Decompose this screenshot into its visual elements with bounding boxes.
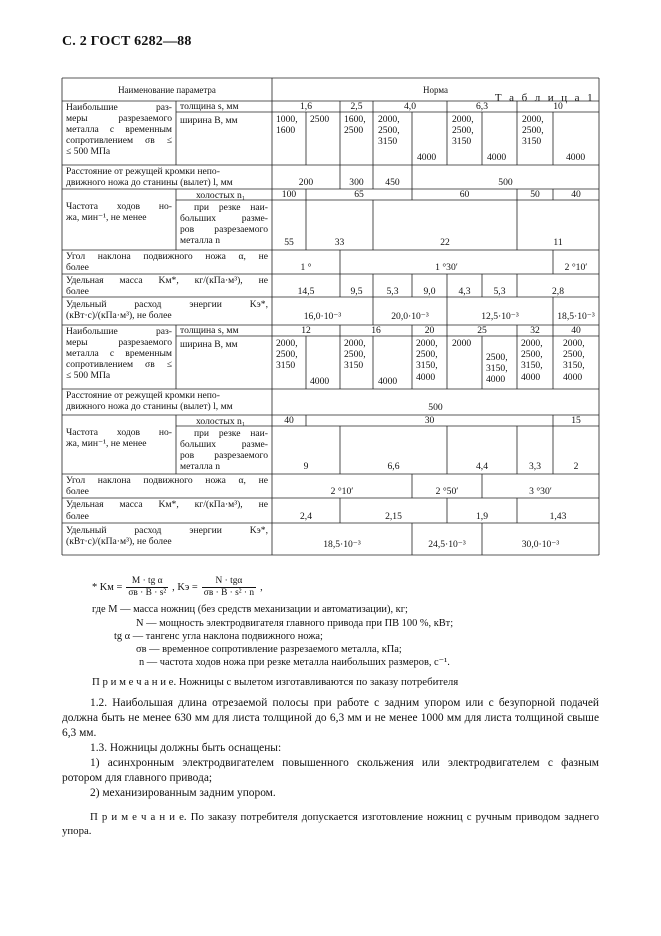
s2-angle-label-line: более (66, 486, 89, 497)
s1-idle-value: 50 (530, 189, 540, 200)
s2-cut-label-line: ров разрезаемого (180, 450, 268, 461)
s1-width-label: ширина B, мм (180, 115, 238, 126)
footnote-def: tg α — тангенс угла наклона подвижного ножа; (114, 631, 323, 642)
s2-mass-value: 2,4 (300, 511, 312, 522)
s1-angle-label-line: Угол наклона подвижного ножа α, не (66, 251, 268, 262)
s2-overhang-label-line: движного ножа до станины (вылет) l, мм (66, 401, 233, 412)
s1-width-value: 4000 (417, 152, 437, 163)
s2-idle-value: 30 (424, 415, 435, 426)
s2-idle-value: 15 (571, 415, 581, 426)
km-fraction: $\frac{\text{M · tg α}}{\text{σв · B · s²}}$ (128, 576, 167, 598)
s1-mass-value: 14,5 (297, 286, 315, 297)
s2-sizes-label-line: металла с временным (66, 348, 172, 359)
footnote-formula: * Kм = $\frac{\text{M · tg α}}{\text{σв · B · s²}}$ , Kэ = $\frac{\text{N · tgα}}{\text{σв · B · s² · n}}$ , (92, 576, 263, 598)
s1-idle-label: холостых n₁ (196, 190, 246, 201)
s1-width-value: 2000, 2500, 3150 (378, 114, 400, 148)
s1-overhang-label-line: движного ножа до станины (вылет) l, мм (66, 177, 233, 188)
s2-width-value: 2000 (452, 338, 472, 349)
s1-energy-value: 16,0·10⁻³ (303, 311, 342, 322)
note-1: П р и м е ч а н и е. Ножницы с вылетом изготавливаются по заказу потребителя (92, 676, 459, 688)
s1-idle-value: 40 (571, 189, 581, 200)
s2-thickness-value: 32 (530, 325, 540, 336)
s2-thickness-value: 40 (571, 325, 581, 336)
s1-thickness-value: 6,3 (476, 101, 488, 112)
s2-width-label: ширина B, мм (180, 339, 238, 350)
s2-width-value: 4000 (378, 376, 398, 387)
s2-thickness-value: 16 (371, 325, 381, 336)
footnote-def: σв — временное сопротивление разрезаемого металла, кПа; (136, 644, 402, 655)
s2-mass-label-line: Удельная масса Kм*, кг/(кПа·м³), не (66, 499, 268, 510)
s1-sizes-label-line: металла с временным (66, 124, 172, 135)
footnote-def: N — мощность электродвигателя главного привода при ПВ 100 %, кВт; (136, 618, 454, 629)
km-symbol: * Kм = (92, 582, 123, 593)
s2-idle-value: 40 (284, 415, 294, 426)
s1-thickness-value: 2,5 (350, 101, 363, 112)
s2-cut-label-line: при резке наи- (194, 428, 268, 439)
s1-angle-value: 2 °10′ (564, 262, 588, 273)
ke-symbol: , Kэ = (172, 582, 198, 593)
s1-mass-label-line: Удельная масса Kм*, кг/(кПа·м³), не (66, 275, 268, 286)
s2-mass-label-line: более (66, 511, 89, 522)
s2-cut-value: 3,3 (529, 461, 541, 472)
s2-mass-value: 2,15 (385, 511, 402, 522)
paragraph-1-3-item-1: 1) асинхронным электродвигателем повышенного скольжения или электродвигателем с фазным ротором для главного привода; (62, 757, 599, 784)
s2-freq-label-line: Частота ходов но- (66, 427, 172, 438)
s2-thickness-value: 20 (424, 325, 435, 336)
paragraph-1-3-item-2: 2) механизированным задним упором. (90, 787, 276, 799)
s2-width-value: 2000, 2500, 3150 (344, 338, 366, 372)
s2-cut-label-line: больших разме- (180, 439, 268, 450)
s1-mass-label-line: более (66, 286, 89, 297)
s2-mass-value: 1,43 (549, 511, 567, 522)
s1-mass-value: 9,5 (350, 286, 363, 297)
s2-thickness-value: 25 (477, 325, 487, 336)
ke-fraction: $\frac{\text{N · tgα}}{\text{σв · B · s² · n}}$ (203, 576, 255, 598)
s1-cut-label-line: ров разрезаемого (180, 224, 268, 235)
s1-overhang-value: 500 (498, 177, 513, 188)
s1-overhang-value: 300 (349, 177, 364, 188)
s2-energy-value: 30,0·10⁻³ (521, 539, 560, 550)
s1-cut-value: 22 (440, 237, 450, 248)
header-param: Наименование параметра (118, 85, 216, 95)
s1-width-value: 4000 (487, 152, 507, 163)
s1-thickness-value: 1,6 (300, 101, 312, 112)
s2-thickness-value: 12 (301, 325, 311, 336)
s1-thickness-label: толщина s, мм (180, 101, 239, 112)
s1-mass-value: 5,3 (386, 286, 399, 297)
s1-cut-label-line: при резке наи- (194, 202, 268, 213)
s1-energy-label-line: (кВт·с)/(кПа·м³), не более (66, 310, 172, 321)
s1-width-value: 1000, 1600 (276, 114, 298, 137)
table-title: Т а б л и ц а 1 (494, 92, 595, 104)
s1-mass-value: 9,0 (423, 286, 436, 297)
s1-angle-label-line: более (66, 262, 89, 273)
s2-thickness-label: толщина s, мм (180, 325, 239, 336)
s2-width-value: 2000, 2500, 3150, 4000 (521, 338, 543, 383)
s2-cut-value: 2 (573, 461, 579, 472)
s1-mass-value: 5,3 (493, 286, 506, 297)
footnote-def: где M — масса ножниц (без средств механизации и автоматизации), кг; (92, 604, 408, 615)
s2-angle-value: 3 °30′ (529, 486, 552, 497)
s2-width-value: 2500, 3150, 4000 (486, 352, 508, 386)
s1-mass-value: 2,8 (552, 286, 564, 297)
page-header: С. 2 ГОСТ 6282—88 (62, 34, 192, 49)
s1-cut-value: 11 (553, 237, 563, 248)
s1-width-value: 2000, 2500, 3150 (452, 114, 474, 148)
s1-width-value: 1600, 2500 (344, 114, 366, 137)
s1-width-value: 4000 (566, 152, 586, 163)
s1-sizes-label-line: ≤ 500 МПа (66, 146, 111, 157)
s1-width-value: 2000, 2500, 3150 (522, 114, 544, 148)
s1-width-value: 2500 (310, 114, 330, 125)
s2-overhang-label-line: Расстояние от режущей кромки непо- (66, 390, 220, 401)
s1-angle-value: 1 °30′ (435, 262, 458, 273)
s2-angle-value: 2 °50′ (435, 486, 459, 497)
s1-energy-value: 18,5·10⁻³ (557, 311, 595, 322)
s1-freq-label-line: жа, мин⁻¹, не менее (66, 212, 147, 223)
s2-energy-value: 24,5·10⁻³ (428, 539, 466, 550)
s2-cut-value: 9 (303, 461, 309, 472)
s1-mass-value: 4,3 (458, 286, 471, 297)
s2-width-value: 2000, 2500, 3150, 4000 (416, 338, 438, 383)
s1-cut-label-line: больших разме- (180, 213, 268, 224)
paragraph-1-3: 1.3. Ножницы должны быть оснащены: (90, 742, 282, 754)
s1-energy-value: 20,0·10⁻³ (391, 311, 429, 322)
header-norm: Норма (423, 85, 448, 95)
paragraph-1-2: 1.2. Наибольшая длина отрезаемой полосы при работе с задним упором или с безупорной подачей должна быть не менее 630 мм для листа толщиной до 6,3 мм и не менее 1000 мм для листа толщиной свыше 6,3 мм. (62, 697, 599, 739)
s1-idle-value: 100 (281, 189, 297, 200)
s1-overhang-label-line: Расстояние от режущей кромки непо- (66, 166, 220, 177)
s1-sizes-label-line: меры разрезаемого (66, 113, 172, 124)
s2-idle-label: холостых n₁ (196, 416, 246, 427)
s2-cut-value: 4,4 (476, 461, 488, 472)
s1-overhang-value: 200 (298, 177, 314, 188)
footnote-def: n — частота ходов ножа при резке металла наибольших размеров, с⁻¹. (139, 657, 450, 668)
s2-energy-label-line: Удельный расход энергии Kэ*, (66, 525, 268, 536)
s1-overhang-value: 450 (385, 177, 400, 188)
s2-angle-label-line: Угол наклона подвижного ножа α, не (66, 475, 268, 486)
s1-energy-label-line: Удельный расход энергии Kэ*, (66, 299, 268, 310)
s1-idle-value: 60 (459, 189, 470, 200)
s1-sizes-label-line: Наибольшие раз- (66, 102, 172, 113)
s1-idle-value: 65 (354, 189, 364, 200)
s1-thickness-value: 10 (553, 101, 563, 112)
s2-mass-value: 1,9 (476, 511, 488, 522)
s2-sizes-label-line: ≤ 500 МПа (66, 370, 111, 381)
s1-sizes-label-line: сопротивлением σв ≤ (66, 135, 172, 146)
s1-cut-value: 55 (284, 237, 294, 248)
s1-thickness-value: 4,0 (404, 101, 416, 112)
s2-energy-label-line: (кВт·с)/(кПа·м³), не более (66, 536, 172, 547)
s2-width-value: 2000, 2500, 3150 (276, 338, 298, 372)
s1-freq-label-line: Частота ходов но- (66, 201, 172, 212)
s1-energy-value: 12,5·10⁻³ (481, 311, 519, 322)
s2-energy-value: 18,5·10⁻³ (323, 539, 361, 550)
s1-cut-label-line: металла n (180, 235, 221, 246)
s2-width-value: 4000 (310, 376, 330, 387)
s1-angle-value: 1 ° (300, 262, 312, 273)
s2-sizes-label-line: меры разрезаемого (66, 337, 172, 348)
s2-angle-value: 2 °10′ (330, 486, 354, 497)
s1-cut-value: 33 (334, 237, 345, 248)
s2-overhang-value: 500 (428, 402, 443, 413)
s2-cut-label-line: металла n (180, 461, 221, 472)
s2-width-value: 2000, 2500, 3150, 4000 (563, 338, 585, 383)
s2-freq-label-line: жа, мин⁻¹, не менее (66, 438, 147, 449)
s2-sizes-label-line: Наибольшие раз- (66, 326, 172, 337)
s2-sizes-label-line: сопротивлением σв ≤ (66, 359, 172, 370)
note-2: П р и м е ч а н и е. По заказу потребителя допускается изготовление ножниц с ручным приводом заднего упора. (62, 811, 600, 837)
s2-cut-value: 6,6 (387, 461, 400, 472)
